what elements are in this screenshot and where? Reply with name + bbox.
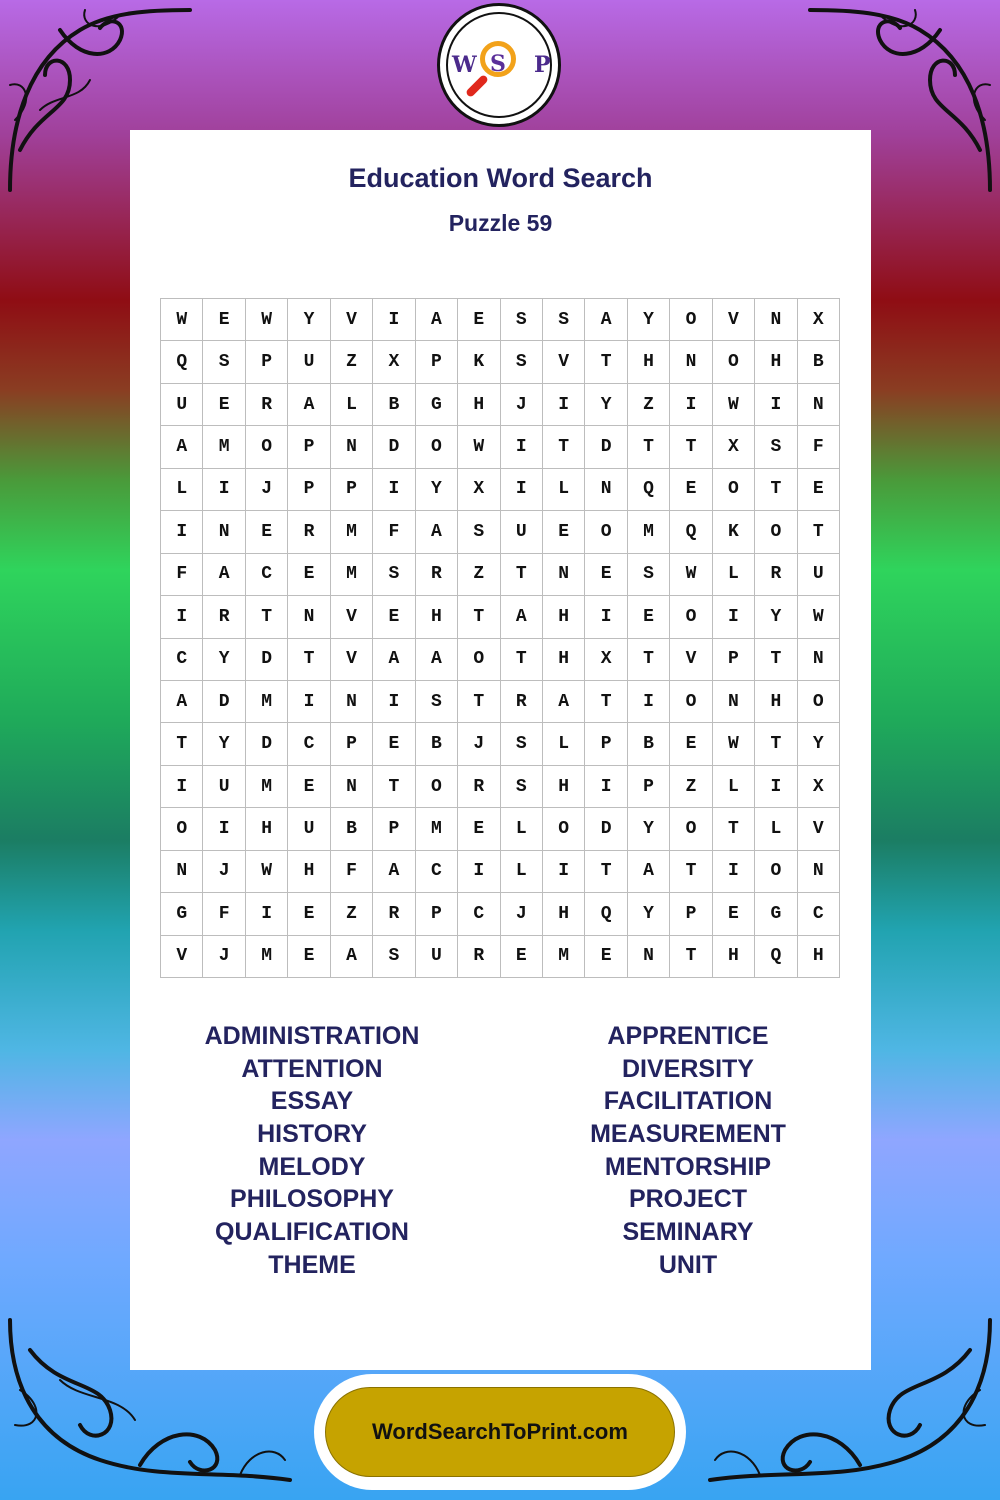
grid-cell[interactable]: H: [288, 851, 330, 893]
grid-cell[interactable]: E: [713, 893, 755, 935]
grid-cell[interactable]: N: [331, 681, 373, 723]
grid-cell[interactable]: Q: [585, 893, 627, 935]
grid-cell[interactable]: H: [543, 596, 585, 638]
grid-cell[interactable]: N: [798, 639, 840, 681]
grid-cell[interactable]: L: [713, 554, 755, 596]
word-list-item: DIVERSITY: [622, 1054, 754, 1083]
grid-cell[interactable]: I: [161, 766, 203, 808]
grid-cell[interactable]: I: [628, 681, 670, 723]
grid-cell[interactable]: Q: [628, 469, 670, 511]
grid-cell[interactable]: I: [543, 384, 585, 426]
grid-cell[interactable]: H: [798, 936, 840, 978]
grid-cell[interactable]: C: [246, 554, 288, 596]
grid-cell[interactable]: U: [288, 808, 330, 850]
grid-cell[interactable]: C: [416, 851, 458, 893]
grid-cell[interactable]: S: [628, 554, 670, 596]
grid-cell[interactable]: E: [585, 554, 627, 596]
word-list-item: THEME: [268, 1250, 356, 1279]
grid-cell[interactable]: I: [458, 851, 500, 893]
grid-cell[interactable]: A: [161, 681, 203, 723]
grid-cell[interactable]: P: [288, 426, 330, 468]
grid-cell[interactable]: X: [458, 469, 500, 511]
word-list-item: PROJECT: [628, 1185, 748, 1214]
grid-cell[interactable]: U: [203, 766, 245, 808]
grid-cell[interactable]: L: [543, 723, 585, 765]
grid-cell[interactable]: P: [713, 639, 755, 681]
grid-cell[interactable]: T: [161, 723, 203, 765]
grid-cell[interactable]: D: [373, 426, 415, 468]
grid-cell[interactable]: T: [755, 723, 797, 765]
grid-cell[interactable]: R: [288, 511, 330, 553]
grid-cell[interactable]: E: [458, 299, 500, 341]
word-list-item: ATTENTION: [241, 1054, 383, 1083]
grid-cell[interactable]: S: [501, 723, 543, 765]
grid-cell[interactable]: E: [670, 469, 712, 511]
grid-cell[interactable]: R: [246, 384, 288, 426]
grid-cell[interactable]: W: [798, 596, 840, 638]
grid-cell[interactable]: I: [288, 681, 330, 723]
grid-cell[interactable]: U: [161, 384, 203, 426]
letter-grid: [160, 298, 840, 978]
grid-cell[interactable]: Y: [628, 893, 670, 935]
grid-cell[interactable]: E: [203, 384, 245, 426]
grid-cell[interactable]: O: [416, 426, 458, 468]
logo-letter-p: P: [534, 52, 551, 78]
grid-cell[interactable]: G: [755, 893, 797, 935]
grid-cell[interactable]: T: [501, 639, 543, 681]
logo-letter-w: W: [452, 52, 477, 78]
grid-cell[interactable]: F: [373, 511, 415, 553]
grid-cell[interactable]: N: [585, 469, 627, 511]
grid-cell[interactable]: J: [203, 851, 245, 893]
grid-cell[interactable]: O: [543, 808, 585, 850]
grid-cell[interactable]: P: [670, 893, 712, 935]
grid-cell[interactable]: C: [161, 639, 203, 681]
grid-cell[interactable]: U: [798, 554, 840, 596]
grid-cell[interactable]: A: [203, 554, 245, 596]
grid-cell[interactable]: N: [288, 596, 330, 638]
grid-cell[interactable]: S: [458, 511, 500, 553]
grid-cell[interactable]: Y: [628, 808, 670, 850]
grid-cell[interactable]: L: [331, 384, 373, 426]
grid-cell[interactable]: M: [331, 554, 373, 596]
grid-cell[interactable]: O: [798, 681, 840, 723]
grid-cell[interactable]: T: [543, 426, 585, 468]
grid-cell[interactable]: X: [585, 639, 627, 681]
grid-cell[interactable]: H: [543, 893, 585, 935]
grid-cell[interactable]: S: [501, 766, 543, 808]
grid-cell[interactable]: V: [798, 808, 840, 850]
grid-cell[interactable]: E: [288, 936, 330, 978]
grid-cell[interactable]: I: [543, 851, 585, 893]
grid-cell[interactable]: U: [416, 936, 458, 978]
grid-cell[interactable]: D: [246, 723, 288, 765]
grid-cell[interactable]: I: [373, 469, 415, 511]
grid-cell[interactable]: H: [543, 639, 585, 681]
grid-cell[interactable]: J: [501, 893, 543, 935]
grid-cell[interactable]: R: [755, 554, 797, 596]
grid-cell[interactable]: I: [585, 766, 627, 808]
page-title: Education Word Search: [348, 163, 653, 193]
grid-cell[interactable]: S: [501, 299, 543, 341]
grid-cell[interactable]: O: [713, 469, 755, 511]
grid-cell[interactable]: H: [628, 341, 670, 383]
grid-cell[interactable]: A: [416, 639, 458, 681]
grid-cell[interactable]: R: [458, 766, 500, 808]
word-list-item: APPRENTICE: [607, 1022, 769, 1050]
grid-cell[interactable]: D: [203, 681, 245, 723]
grid-cell[interactable]: J: [246, 469, 288, 511]
grid-cell[interactable]: O: [585, 511, 627, 553]
grid-cell[interactable]: J: [458, 723, 500, 765]
puzzle-number: Puzzle 59: [448, 210, 553, 236]
grid-cell[interactable]: W: [713, 723, 755, 765]
grid-cell[interactable]: I: [203, 469, 245, 511]
grid-cell[interactable]: Y: [203, 723, 245, 765]
grid-cell[interactable]: P: [628, 766, 670, 808]
grid-cell[interactable]: C: [798, 893, 840, 935]
grid-cell[interactable]: Z: [670, 766, 712, 808]
grid-cell[interactable]: V: [331, 596, 373, 638]
word-list-item: QUALIFICATION: [215, 1218, 409, 1247]
grid-cell[interactable]: T: [755, 469, 797, 511]
grid-cell[interactable]: W: [161, 299, 203, 341]
grid-cell[interactable]: M: [416, 808, 458, 850]
grid-cell[interactable]: A: [373, 851, 415, 893]
grid-cell[interactable]: T: [670, 936, 712, 978]
grid-cell[interactable]: I: [585, 596, 627, 638]
grid-cell[interactable]: E: [373, 596, 415, 638]
grid-cell[interactable]: W: [246, 851, 288, 893]
grid-cell[interactable]: O: [670, 808, 712, 850]
grid-cell[interactable]: Y: [628, 299, 670, 341]
grid-cell[interactable]: A: [585, 299, 627, 341]
grid-cell[interactable]: O: [755, 511, 797, 553]
grid-cell[interactable]: O: [713, 341, 755, 383]
grid-cell[interactable]: A: [161, 426, 203, 468]
grid-cell[interactable]: I: [713, 851, 755, 893]
grid-cell[interactable]: S: [501, 341, 543, 383]
grid-cell[interactable]: N: [755, 299, 797, 341]
grid-cell[interactable]: Y: [416, 469, 458, 511]
grid-cell[interactable]: Q: [161, 341, 203, 383]
grid-cell[interactable]: O: [246, 426, 288, 468]
grid-cell[interactable]: S: [543, 299, 585, 341]
word-list-item: MENTORSHIP: [604, 1152, 772, 1181]
grid-cell[interactable]: Y: [755, 596, 797, 638]
grid-cell[interactable]: O: [416, 766, 458, 808]
word-list-item: MELODY: [258, 1152, 366, 1181]
grid-cell[interactable]: N: [798, 384, 840, 426]
word-list-item: PHILOSOPHY: [230, 1185, 394, 1214]
word-list-item: FACILITATION: [603, 1087, 773, 1116]
grid-cell[interactable]: F: [798, 426, 840, 468]
word-list-item: MEASUREMENT: [590, 1120, 786, 1149]
grid-cell[interactable]: P: [246, 341, 288, 383]
grid-cell[interactable]: P: [416, 893, 458, 935]
grid-cell[interactable]: B: [416, 723, 458, 765]
grid-cell[interactable]: A: [373, 639, 415, 681]
grid-cell[interactable]: T: [501, 554, 543, 596]
grid-cell[interactable]: A: [331, 936, 373, 978]
grid-cell[interactable]: E: [501, 936, 543, 978]
grid-cell[interactable]: L: [501, 808, 543, 850]
grid-cell[interactable]: A: [628, 851, 670, 893]
grid-cell[interactable]: V: [543, 341, 585, 383]
grid-cell[interactable]: W: [670, 554, 712, 596]
wsp-logo: [437, 3, 561, 127]
grid-cell[interactable]: N: [798, 851, 840, 893]
grid-cell[interactable]: P: [288, 469, 330, 511]
grid-cell[interactable]: T: [458, 681, 500, 723]
grid-cell[interactable]: N: [161, 851, 203, 893]
grid-cell[interactable]: I: [670, 384, 712, 426]
grid-cell[interactable]: V: [713, 299, 755, 341]
grid-cell[interactable]: E: [288, 554, 330, 596]
grid-cell[interactable]: T: [755, 639, 797, 681]
grid-cell[interactable]: B: [798, 341, 840, 383]
grid-cell[interactable]: I: [755, 384, 797, 426]
grid-cell[interactable]: C: [288, 723, 330, 765]
grid-cell[interactable]: C: [458, 893, 500, 935]
grid-cell[interactable]: X: [798, 766, 840, 808]
grid-cell[interactable]: K: [713, 511, 755, 553]
grid-cell[interactable]: X: [713, 426, 755, 468]
site-link[interactable]: WordSearchToPrint.com: [325, 1387, 675, 1477]
grid-cell[interactable]: G: [161, 893, 203, 935]
grid-cell[interactable]: A: [288, 384, 330, 426]
grid-cell[interactable]: M: [628, 511, 670, 553]
grid-cell[interactable]: L: [713, 766, 755, 808]
word-list-item: UNIT: [658, 1250, 718, 1279]
grid-cell[interactable]: M: [246, 936, 288, 978]
grid-cell[interactable]: W: [246, 299, 288, 341]
grid-cell[interactable]: E: [585, 936, 627, 978]
grid-cell[interactable]: E: [288, 766, 330, 808]
grid-cell[interactable]: W: [713, 384, 755, 426]
grid-cell[interactable]: R: [373, 893, 415, 935]
grid-cell[interactable]: M: [543, 936, 585, 978]
grid-cell[interactable]: I: [373, 681, 415, 723]
word-list-item: ESSAY: [270, 1087, 354, 1116]
grid-cell[interactable]: B: [331, 808, 373, 850]
grid-cell[interactable]: N: [203, 511, 245, 553]
word-list-right: [498, 1020, 878, 1282]
grid-cell[interactable]: N: [331, 766, 373, 808]
grid-cell[interactable]: A: [543, 681, 585, 723]
grid-cell[interactable]: M: [246, 681, 288, 723]
grid-cell[interactable]: E: [246, 511, 288, 553]
grid-cell[interactable]: T: [713, 808, 755, 850]
grid-cell[interactable]: Y: [288, 299, 330, 341]
grid-cell[interactable]: N: [713, 681, 755, 723]
grid-cell[interactable]: M: [331, 511, 373, 553]
grid-cell[interactable]: T: [585, 341, 627, 383]
grid-cell[interactable]: J: [203, 936, 245, 978]
grid-cell[interactable]: I: [755, 766, 797, 808]
grid-cell[interactable]: T: [458, 596, 500, 638]
grid-cell[interactable]: S: [203, 341, 245, 383]
grid-cell[interactable]: U: [288, 341, 330, 383]
grid-cell[interactable]: I: [161, 596, 203, 638]
grid-cell[interactable]: X: [798, 299, 840, 341]
grid-cell[interactable]: T: [628, 426, 670, 468]
grid-cell[interactable]: H: [755, 341, 797, 383]
grid-cell[interactable]: S: [416, 681, 458, 723]
grid-cell[interactable]: I: [373, 299, 415, 341]
grid-cell[interactable]: T: [585, 681, 627, 723]
grid-cell[interactable]: S: [755, 426, 797, 468]
logo-letter-s: S: [490, 51, 506, 77]
grid-cell[interactable]: N: [543, 554, 585, 596]
grid-cell[interactable]: M: [246, 766, 288, 808]
grid-cell[interactable]: Q: [670, 511, 712, 553]
grid-cell[interactable]: M: [203, 426, 245, 468]
word-list-left: [122, 1020, 502, 1282]
grid-cell[interactable]: F: [331, 851, 373, 893]
grid-cell[interactable]: E: [670, 723, 712, 765]
grid-cell[interactable]: R: [501, 681, 543, 723]
grid-cell[interactable]: T: [670, 426, 712, 468]
grid-cell[interactable]: N: [331, 426, 373, 468]
grid-cell[interactable]: I: [501, 469, 543, 511]
grid-cell[interactable]: P: [416, 341, 458, 383]
grid-cell[interactable]: I: [161, 511, 203, 553]
grid-cell[interactable]: V: [331, 299, 373, 341]
grid-cell[interactable]: Z: [331, 893, 373, 935]
grid-cell[interactable]: O: [670, 681, 712, 723]
grid-cell[interactable]: E: [798, 469, 840, 511]
grid-cell[interactable]: O: [161, 808, 203, 850]
grid-cell[interactable]: E: [543, 511, 585, 553]
grid-cell[interactable]: K: [458, 341, 500, 383]
grid-cell[interactable]: R: [203, 596, 245, 638]
grid-cell[interactable]: T: [373, 766, 415, 808]
grid-cell[interactable]: I: [203, 808, 245, 850]
grid-cell[interactable]: P: [331, 469, 373, 511]
grid-cell[interactable]: L: [543, 469, 585, 511]
grid-cell[interactable]: V: [331, 639, 373, 681]
grid-cell[interactable]: E: [288, 893, 330, 935]
grid-cell[interactable]: T: [288, 639, 330, 681]
grid-cell[interactable]: H: [755, 681, 797, 723]
grid-cell[interactable]: Q: [755, 936, 797, 978]
grid-cell[interactable]: D: [585, 808, 627, 850]
grid-cell[interactable]: F: [203, 893, 245, 935]
grid-cell[interactable]: L: [755, 808, 797, 850]
grid-cell[interactable]: T: [670, 851, 712, 893]
grid-cell[interactable]: Z: [331, 341, 373, 383]
grid-cell[interactable]: V: [670, 639, 712, 681]
grid-cell[interactable]: T: [585, 851, 627, 893]
grid-cell[interactable]: O: [458, 639, 500, 681]
grid-cell[interactable]: Z: [458, 554, 500, 596]
grid-cell[interactable]: J: [501, 384, 543, 426]
grid-cell[interactable]: A: [416, 299, 458, 341]
grid-cell[interactable]: N: [670, 341, 712, 383]
grid-cell[interactable]: E: [203, 299, 245, 341]
word-list-item: SEMINARY: [622, 1218, 754, 1247]
grid-cell[interactable]: I: [501, 426, 543, 468]
grid-cell[interactable]: S: [373, 936, 415, 978]
grid-cell[interactable]: P: [373, 808, 415, 850]
grid-cell[interactable]: L: [501, 851, 543, 893]
grid-cell[interactable]: O: [670, 596, 712, 638]
grid-cell[interactable]: T: [798, 511, 840, 553]
grid-cell[interactable]: R: [458, 936, 500, 978]
grid-cell[interactable]: I: [246, 893, 288, 935]
grid-cell[interactable]: I: [713, 596, 755, 638]
grid-cell[interactable]: D: [585, 426, 627, 468]
grid-cell[interactable]: G: [416, 384, 458, 426]
word-list-item: HISTORY: [257, 1120, 367, 1149]
grid-cell[interactable]: H: [713, 936, 755, 978]
grid-cell[interactable]: E: [458, 808, 500, 850]
grid-cell[interactable]: B: [373, 384, 415, 426]
grid-cell[interactable]: N: [628, 936, 670, 978]
grid-cell[interactable]: U: [501, 511, 543, 553]
grid-cell[interactable]: H: [458, 384, 500, 426]
grid-cell[interactable]: Y: [798, 723, 840, 765]
grid-cell[interactable]: Y: [203, 639, 245, 681]
grid-cell[interactable]: T: [628, 639, 670, 681]
grid-cell[interactable]: B: [628, 723, 670, 765]
grid-cell[interactable]: Y: [585, 384, 627, 426]
grid-cell[interactable]: T: [246, 596, 288, 638]
grid-cell[interactable]: O: [670, 299, 712, 341]
grid-cell[interactable]: E: [628, 596, 670, 638]
grid-cell[interactable]: H: [416, 596, 458, 638]
grid-cell[interactable]: O: [755, 851, 797, 893]
grid-cell[interactable]: L: [161, 469, 203, 511]
grid-cell[interactable]: S: [373, 554, 415, 596]
grid-cell[interactable]: H: [246, 808, 288, 850]
grid-cell[interactable]: E: [373, 723, 415, 765]
grid-cell[interactable]: P: [331, 723, 373, 765]
grid-cell[interactable]: H: [543, 766, 585, 808]
grid-cell[interactable]: X: [373, 341, 415, 383]
grid-cell[interactable]: V: [161, 936, 203, 978]
grid-cell[interactable]: D: [246, 639, 288, 681]
grid-cell[interactable]: F: [161, 554, 203, 596]
grid-cell[interactable]: W: [458, 426, 500, 468]
word-list-item: ADMINISTRATION: [204, 1022, 420, 1050]
grid-cell[interactable]: A: [501, 596, 543, 638]
grid-cell[interactable]: A: [416, 511, 458, 553]
grid-cell[interactable]: Z: [628, 384, 670, 426]
grid-cell[interactable]: P: [585, 723, 627, 765]
grid-cell[interactable]: R: [416, 554, 458, 596]
